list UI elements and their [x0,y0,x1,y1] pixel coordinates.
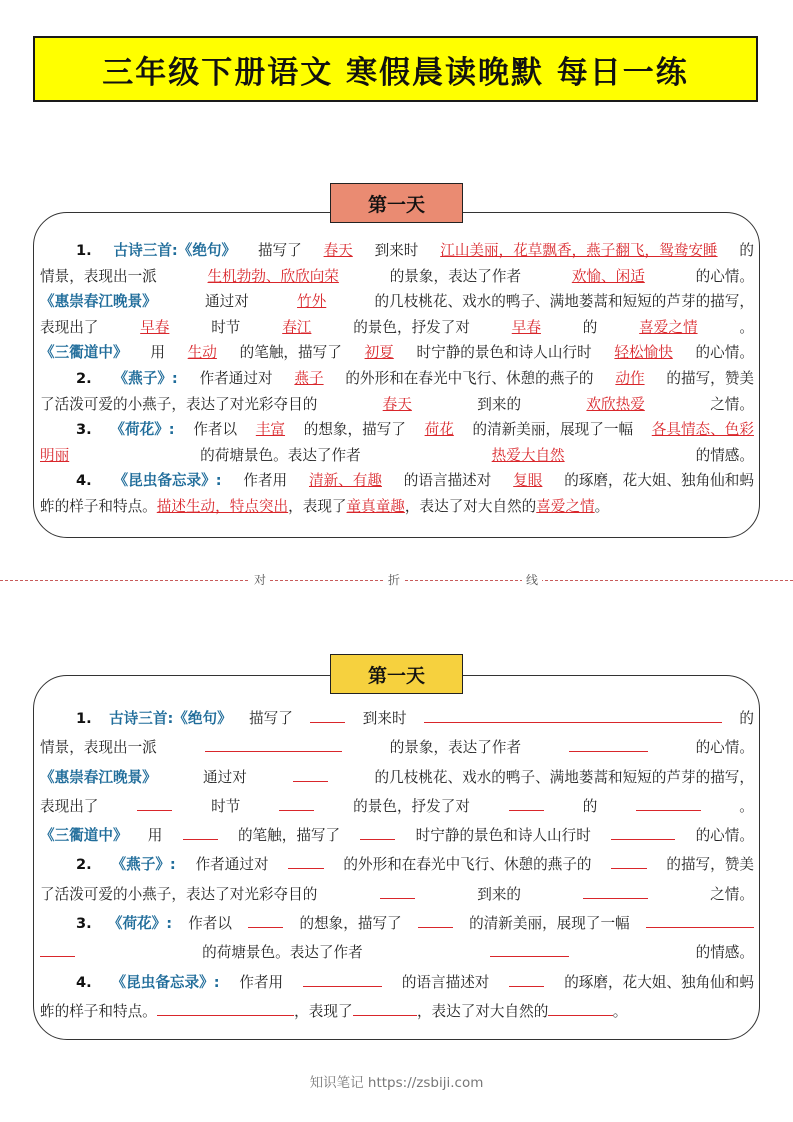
text-line [40,443,754,469]
answer-text: 春江 [282,318,312,336]
answer-text: 早春 [511,318,541,336]
footer-watermark: 知识笔记 https://zsbiji.com [309,1075,484,1091]
answer-blank[interactable] [569,733,648,752]
answer-blank[interactable] [157,997,294,1016]
answer-text: 欢欣热爱 [586,395,645,413]
answer-text: 各具情态、色彩 [651,421,754,439]
answer-blank[interactable] [353,997,417,1016]
body-text: 通过对 [203,768,247,786]
body-text: 的景色，抒发了对 [353,797,470,815]
body-text: 作者通过对 [199,369,273,387]
answer-blank[interactable] [360,821,395,840]
body-text: 。 [739,797,754,815]
lesson-title: 《惠崇春江晚景》 [40,293,157,311]
text-line [40,997,754,1026]
body-text: ，表现了 [288,497,347,515]
exercise-text [40,704,754,1026]
answer-text: 动作 [615,369,645,387]
text-line [40,763,754,792]
body-text: 作者以 [193,421,238,439]
answer-text: 轻松愉快 [614,344,673,362]
answer-blank[interactable] [636,792,700,811]
body-text: 的想象，描写了 [299,915,402,933]
body-text: ，表达了对大自然的 [404,497,537,515]
body-text: 描写了 [249,710,293,727]
body-text: 用 [147,827,163,845]
text-line [40,238,754,264]
lesson-title: 古诗三首:《绝句》 [113,242,237,259]
body-text: 之情。 [710,885,754,903]
body-text: 的想象，描写了 [303,421,406,439]
answer-blank[interactable] [418,909,453,928]
answer-text: 欢愉、闲适 [571,267,645,285]
body-text: 用 [150,344,165,362]
body-text: 蚱的样子和特点。 [40,1002,157,1020]
body-text: ，表现了 [294,1002,353,1020]
body-text: 了活泼可爱的小燕子，表达了对光彩夺目的 [40,395,318,413]
fold-mark-2: 折 [384,571,404,588]
answer-text: 生动 [187,344,217,362]
text-line [40,264,754,290]
body-text: 的几枝桃花、戏水的鸭子、满地蒌蒿和短短的芦芽的描写， [374,768,754,786]
answer-blank[interactable] [183,821,218,840]
answer-blank[interactable] [424,704,722,723]
answer-text: 描述生动，特点突出 [156,497,289,515]
item-number: 3. [76,915,92,933]
body-text: 描写了 [257,242,302,259]
body-text: 时宁静的景色和诗人山行时 [415,827,591,845]
answer-blank[interactable] [288,850,323,869]
item-number: 1. [76,710,92,727]
body-text: 蚱的样子和特点。 [40,497,157,515]
answer-blank[interactable] [611,850,646,869]
body-text: 的笔触，描写了 [239,344,342,362]
body-text: 的心情。 [695,344,754,362]
answer-text [40,238,754,520]
answer-text: 荷花 [424,421,454,439]
answer-blank[interactable] [490,938,569,957]
body-text: 表现出了 [40,318,99,336]
answer-text: 喜爱之情 [536,497,595,515]
body-text: 的几枝桃花、戏水的鸭子、满地蒌蒿和短短的芦芽的描写， [374,293,754,311]
body-text: 。 [612,1002,628,1020]
body-text: 的清新美丽，展现了一幅 [472,421,634,439]
lesson-title: 《三衢道中》 [40,827,128,845]
answer-blank[interactable] [509,792,544,811]
answer-blank[interactable] [303,968,382,987]
text-line [40,821,754,850]
item-number: 2. [76,856,92,874]
body-text: 的清新美丽，展现了一幅 [469,915,630,933]
body-text: 作者通过对 [195,856,269,874]
answer-text: 春天 [382,395,412,413]
answer-text: 明丽 [40,446,70,464]
day-label-top: 第一天 [330,183,463,223]
text-line [40,880,754,909]
body-text: 到来时 [374,242,419,259]
body-text: 时节 [211,318,241,336]
body-text: 的心情。 [695,267,754,285]
item-number: 4. [76,472,92,490]
body-text: 了活泼可爱的小燕子，表达了对光彩夺目的 [40,885,318,903]
answer-blank[interactable] [548,997,612,1016]
answer-blank[interactable] [279,792,314,811]
lesson-title: 《三衢道中》 [40,344,128,362]
text-line [40,366,754,392]
answer-text: 丰富 [255,421,286,439]
body-text: 的荷塘景色。表达了作者 [202,944,363,962]
text-line [40,792,754,821]
body-text: 的情感。 [695,446,754,464]
lesson-title: 《荷花》: [110,421,175,439]
body-text: 的景色，抒发了对 [353,318,470,336]
body-text: 之情。 [710,395,754,413]
body-text: 。 [594,497,610,515]
answer-blank[interactable] [583,880,647,899]
answer-blank[interactable] [310,704,345,723]
body-text: 的荷塘景色。表达了作者 [200,446,361,464]
body-text: 的琢磨，花大姐、独角仙和蚂 [564,472,754,490]
answer-text: 早春 [140,318,170,336]
fold-mark-1: 对 [250,571,270,588]
body-text: 的描写，赞美 [666,856,754,874]
body-text: 的景象，表达了作者 [389,739,522,757]
body-text: 通过对 [205,293,249,311]
lesson-title: 《燕子》: [113,369,178,387]
body-text: 情景，表现出一派 [40,267,157,285]
answer-blank[interactable] [646,909,754,928]
body-text: 的外形和在春光中飞行、休憩的燕子的 [343,856,592,874]
answer-blank[interactable] [40,938,75,957]
text-line [40,850,754,879]
body-text: 情景，表现出一派 [40,739,157,757]
body-text: 的外形和在春光中飞行、休憩的燕子的 [345,369,594,387]
text-line [40,468,754,494]
answer-text: 喜爱之情 [639,318,698,336]
body-text: 作者用 [243,472,288,490]
body-text: 的 [582,797,598,815]
body-text: 作者用 [239,973,284,991]
text-line [40,340,754,366]
text-line [40,968,754,997]
lesson-title: 《惠崇春江晚景》 [40,768,157,786]
text-line [40,417,754,443]
answer-text: 燕子 [294,369,324,387]
text-line [40,733,754,762]
body-text: 的 [739,710,754,727]
day-label-bottom: 第一天 [330,654,463,694]
answer-text: 春天 [323,242,353,259]
item-number: 4. [76,973,92,991]
text-line [40,704,754,733]
body-text: 作者以 [188,915,232,933]
answer-text: 童真童趣 [346,497,405,515]
item-number: 1. [76,242,92,259]
body-text: 的心情。 [695,739,754,757]
answer-text: 复眼 [513,472,543,490]
answer-blank[interactable] [611,821,675,840]
body-text: 到来的 [477,885,522,903]
body-text: 时宁静的景色和诗人山行时 [416,344,592,362]
answer-text: 热爱大自然 [491,446,565,464]
answer-blank[interactable] [293,763,328,782]
body-text: 的心情。 [695,827,754,845]
answer-blank[interactable] [509,968,544,987]
text-line [40,289,754,315]
body-text: 的 [582,318,598,336]
lesson-title: 《燕子》: [111,856,176,874]
answer-text: 清新、有趣 [308,472,382,490]
lesson-title: 古诗三首:《绝句》 [109,710,232,727]
text-line [40,494,754,520]
answer-text: 生机勃勃、欣欣向荣 [207,267,339,285]
body-text: 的语言描述对 [403,472,492,490]
lesson-title: 《昆虫备忘录》: [111,973,220,991]
text-line [40,938,754,967]
text-line [40,315,754,341]
item-number: 2. [76,369,92,387]
item-number: 3. [76,421,92,439]
body-text: 到来的 [477,395,522,413]
body-text: 的景象，表达了作者 [389,267,522,285]
body-text: 到来时 [362,710,407,727]
body-text: 的语言描述对 [401,973,490,991]
answer-blank[interactable] [137,792,172,811]
lesson-title: 《昆虫备忘录》: [113,472,222,490]
answer-text: 竹外 [297,293,327,311]
answer-blank[interactable] [205,733,342,752]
body-text: 时节 [211,797,241,815]
answer-blank[interactable] [248,909,283,928]
answer-text: 江山美丽，花草飘香，燕子翻飞，鸳鸯安睡 [440,242,718,259]
lesson-title: 《荷花》: [107,915,173,933]
body-text: 表现出了 [40,797,99,815]
text-line [40,909,754,938]
body-text: ，表达了对大自然的 [416,1002,549,1020]
body-text: 的琢磨，花大姐、独角仙和蚂 [564,973,754,991]
body-text: 。 [739,318,754,336]
fold-mark-3: 线 [522,571,542,588]
answer-text: 初夏 [364,344,394,362]
text-line [40,392,754,418]
body-text: 的情感。 [695,944,754,962]
body-text: 的笔触，描写了 [237,827,341,845]
body-text: 的描写，赞美 [666,369,754,387]
page-title: 三年级下册语文 寒假晨读晚默 每日一练 [33,36,758,102]
answer-blank[interactable] [380,880,415,899]
body-text: 的 [739,242,754,259]
